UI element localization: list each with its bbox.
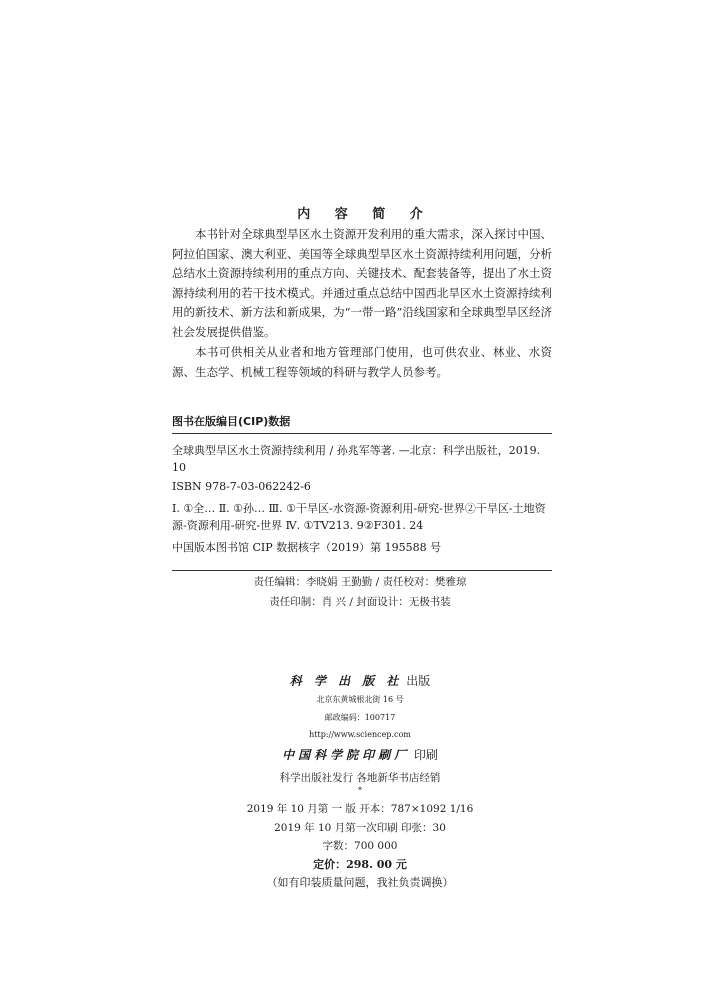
separator-star: * [358,786,362,795]
word-count-line: 字数：700 000 [322,840,398,852]
cip-title-line: 全球典型旱区水土资源持续利用 / 孙兆军等著. —北京：科学出版社，2019. 10 [172,444,541,474]
summary-title: 内 容 简 介 [297,207,433,222]
credits-line-2: 责任印制：肖 兴 / 封面设计：无极书装 [269,596,451,608]
edition-line: 2019 年 10 月第 一 版 开本：787×1092 1/16 [246,803,474,815]
printer-suffix: 印刷 [413,748,438,762]
publisher-suffix: 出版 [406,674,431,688]
printer-line [0,746,720,763]
cip-top-rule [172,433,552,434]
summary-paragraph-2: 本书可供相关从业者和地方管理部门使用，也可供农业、林业、水资源、生态学、机械工程等领域的科研与教学人员参考。 [172,345,552,379]
quality-note: （如有印装质量问题，我社负责调换） [266,876,454,889]
publisher-name: 科 学 出 版 社 [289,674,403,688]
cip-isbn: ISBN 978-7-03-062242-6 [172,480,311,493]
publisher-url: http://www.sciencep.com [309,730,411,739]
distribution-line: 科学出版社发行 各地新华书店经销 [279,772,441,784]
printing-line: 2019 年 10 月第一次印刷 印张：30 [274,822,446,834]
price-line: 定价：298. 00 元 [313,858,407,871]
summary-paragraph-1: 本书针对全球典型旱区水土资源开发利用的重大需求，深入探讨中国、阿拉伯国家、澳大利亚、美国等全球典型旱区水土资源持续利用问题，分析总结水土资源持续利用的重点方向、关键技术、配套装备等，提出了水土资源持续利用的若干技术模式。并通过重点总结中国西北旱区水土资源持续利用的新技术、新方法和新成果，为“一带一路”沿线国家和全球典型旱区经济社会发展提供借鉴。 [172,227,552,339]
publisher-postcode: 邮政编码：100717 [324,713,396,722]
credits-line-1: 责任编辑：李晓娟 王勤勤 / 责任校对：樊雅琼 [253,576,467,588]
cip-heading: 图书在版编目(CIP)数据 [172,415,291,428]
publisher-line [0,672,720,689]
cip-bottom-rule [172,570,552,571]
publisher-address: 北京东黄城根北街 16 号 [316,695,404,704]
printer-name: 中国科学院印刷厂 [282,748,411,762]
cip-classification: Ⅰ. ①全… Ⅱ. ①孙… Ⅲ. ①干旱区-水资源-资源利用-研究-世界②干旱区-土地资源-资源利用-研究-世界 Ⅳ. ①TV213. 9②F301. 24 [172,502,546,532]
cip-number: 中国版本图书馆 CIP 数据核字（2019）第 195588 号 [172,541,442,554]
